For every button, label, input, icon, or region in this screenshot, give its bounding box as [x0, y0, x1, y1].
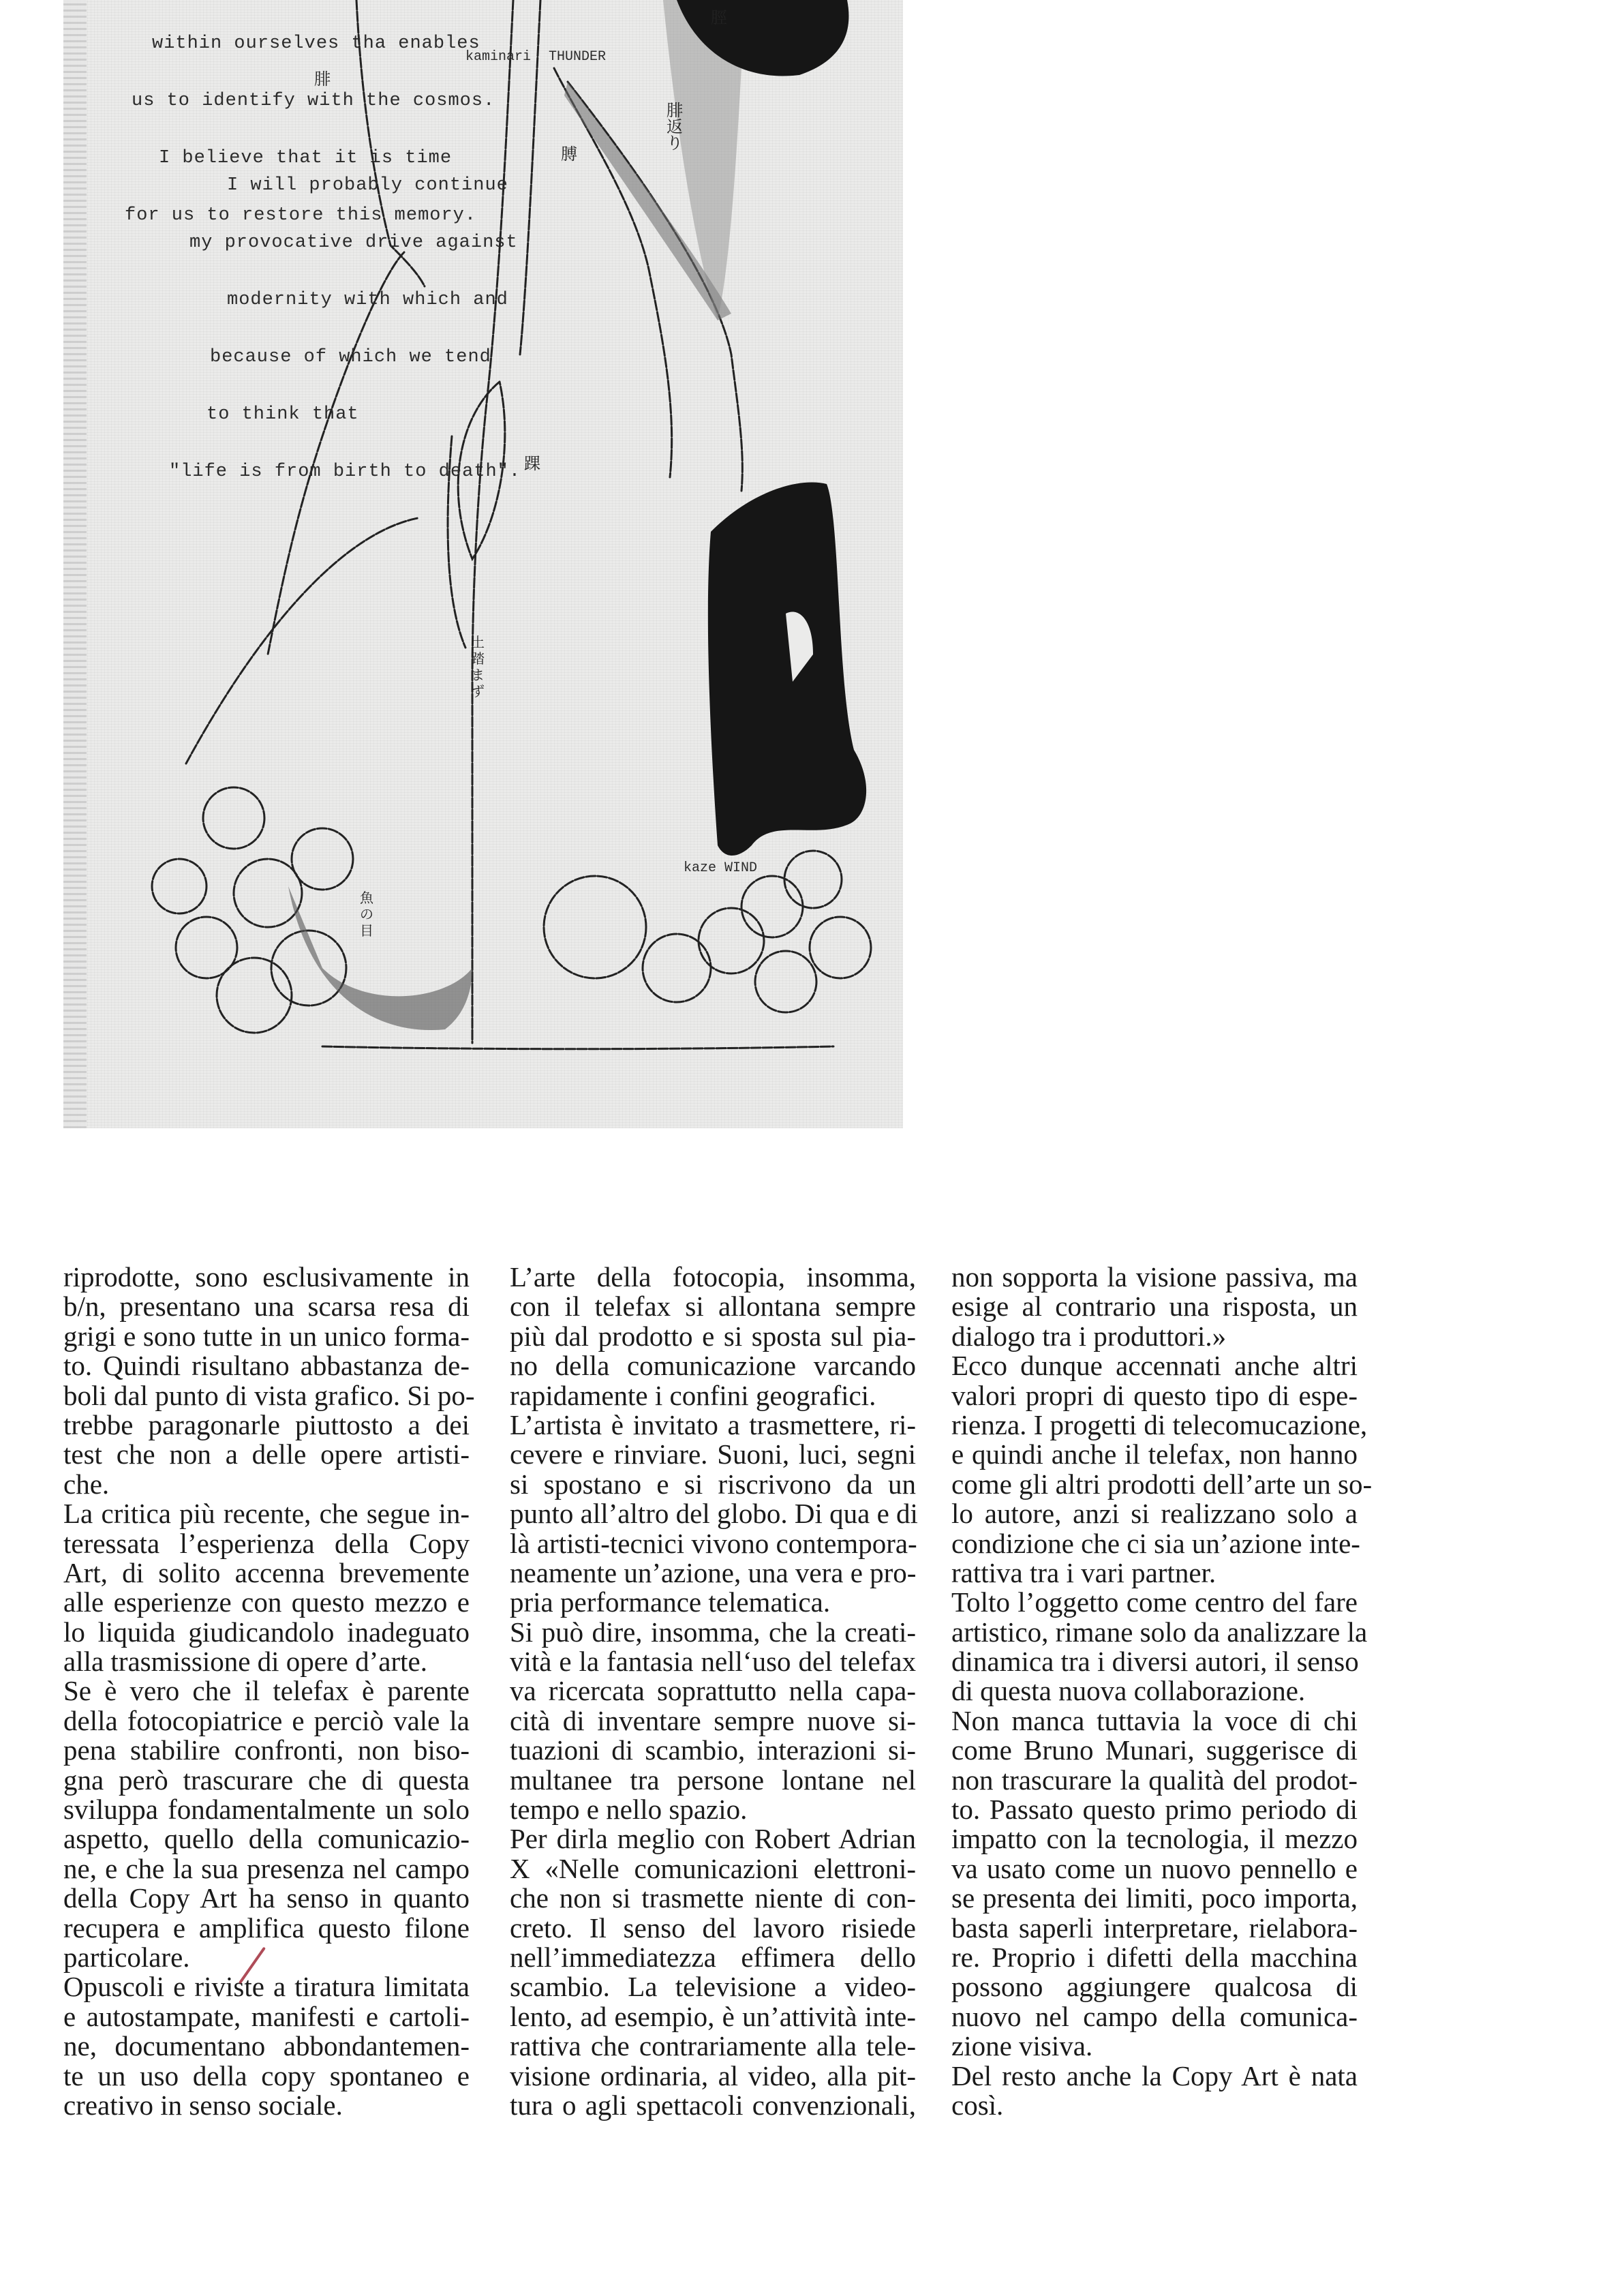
label-kaminari: kaminari: [465, 49, 532, 65]
text-line: X «Nelle comunicazioni elettroni-: [510, 1852, 916, 1884]
text-line: che non si trasmette niente di con-: [510, 1882, 916, 1914]
text-line: Per dirla meglio con Robert Adrian: [510, 1823, 916, 1855]
toe: [292, 828, 353, 890]
text-line: particolare.: [63, 1941, 190, 1973]
label-wind: kaze WIND: [684, 860, 758, 876]
text-line: condizione che ci sia un’azione inte-: [951, 1527, 1360, 1559]
toe: [741, 876, 803, 937]
text-line: se presenta dei limiti, poco importa,: [951, 1882, 1358, 1914]
text-line: L’artista è invitato a trasmettere, ri-: [510, 1408, 916, 1440]
toe: [755, 951, 816, 1012]
text-line: impatto con la tecnologia, il mezzo: [951, 1823, 1358, 1855]
toe: [217, 958, 292, 1033]
toe: [234, 859, 302, 927]
text-line: dinamica tra i diversi autori, il senso: [951, 1646, 1359, 1678]
text-line: punto all’altro del globo. Di qua e di: [510, 1498, 918, 1530]
text-line: nell’immediatezza effimera dello: [510, 1941, 916, 1973]
text-line: e autostampate, manifesti e cartoli-: [63, 2000, 470, 2032]
text-line: vità e la fantasia nell‘uso del telefax: [510, 1646, 916, 1678]
text-line: aspetto, quello della comunicazio-: [63, 1823, 470, 1855]
text-line: lento, ad esempio, è un’attività inte-: [510, 2000, 916, 2032]
typewritten-line: for us to restore this memory.: [125, 205, 477, 226]
text-line: ne, e che la sua presenza nel campo: [63, 1852, 470, 1884]
text-line: come Bruno Munari, suggerisce di: [951, 1734, 1358, 1766]
text-line: lo liquida giudicandolo inadeguato: [63, 1616, 470, 1648]
typewritten-line: us to identify with the cosmos.: [132, 91, 495, 111]
article-column-1: [63, 1261, 475, 2121]
text-line: si spostano e si riscrivono da un: [510, 1468, 916, 1500]
kanji-label-shin: 脛: [711, 8, 727, 27]
text-line: Ecco dunque accennati anche altri: [951, 1350, 1358, 1382]
wind-brush-character: [708, 483, 866, 856]
text-line: test che non a delle opere artisti-: [63, 1438, 470, 1470]
text-line: Non manca tuttavia la voce di chi: [951, 1704, 1358, 1736]
toe: [203, 787, 264, 849]
text-line: Del resto anche la Copy Art è nata: [951, 2059, 1358, 2091]
kanji-label-cramp: 腓返り: [667, 101, 683, 153]
text-line: come gli altri prodotti dell’arte un so-: [951, 1468, 1373, 1500]
typewritten-line: "life is from birth to death".: [169, 462, 521, 482]
text-line: così.: [951, 2089, 1004, 2121]
text-line: basta saperli interpretare, rielabora-: [951, 1912, 1358, 1944]
text-line: rattiva che contrariamente alla tele-: [510, 2030, 916, 2062]
text-line: boli dal punto di vista grafico. Si po-: [63, 1379, 475, 1411]
text-line: della fotocopiatrice e perciò vale la: [63, 1704, 470, 1736]
text-line: Art, di solito accenna brevemente: [63, 1556, 470, 1588]
text-line: sviluppa fondamentalmente un solo: [63, 1794, 470, 1826]
text-line: La critica più recente, che segue in-: [63, 1498, 470, 1530]
text-line: recupera e amplifica questo filone: [63, 1912, 470, 1944]
text-line: va usato come un nuovo pennello e: [951, 1852, 1358, 1884]
right-leg-outline: [554, 68, 672, 477]
typewritten-line: I will probably continue: [227, 175, 508, 196]
text-line: artistico, rimane solo da analizzare la: [951, 1616, 1368, 1648]
left-sole: [186, 518, 418, 764]
text-line: pria performance telematica.: [510, 1586, 831, 1618]
toe: [643, 934, 711, 1002]
toe: [544, 876, 646, 978]
toe: [699, 908, 764, 973]
text-line: b/n, presentano una scarsa resa di: [63, 1290, 470, 1323]
text-line: te un uso della copy spontaneo e: [63, 2059, 470, 2091]
text-line: to. Passato questo primo periodo di: [951, 1794, 1358, 1826]
toe: [152, 859, 206, 913]
typewritten-line: my provocative drive against: [189, 232, 518, 253]
label-thunder: THUNDER: [549, 49, 607, 65]
text-line: Se è vero che il telefax è parente: [63, 1675, 470, 1707]
text-line: più dal prodotto e si sposta sul pia-: [510, 1320, 916, 1352]
text-line: no della comunicazione varcando: [510, 1350, 916, 1382]
text-line: visione ordinaria, al video, alla pit-: [510, 2059, 916, 2091]
text-line: di questa nuova collaborazione.: [951, 1675, 1306, 1707]
article-column-3: [951, 1261, 1373, 2121]
text-line: là artisti-tecnici vivono contempora-: [510, 1527, 917, 1559]
typewritten-line: within ourselves tha enables: [152, 33, 480, 54]
text-line: multanee tra persone lontane nel: [510, 1764, 916, 1796]
typewritten-line: I believe that it is time: [159, 148, 453, 168]
toe: [784, 851, 842, 908]
text-line: gna però trascurare che di questa: [63, 1764, 470, 1796]
text-line: zione visiva.: [951, 2030, 1093, 2062]
text-line: tempo e nello spazio.: [510, 1794, 748, 1826]
kanji-label-corn: 魚の目: [360, 890, 373, 939]
text-line: tuazioni di scambio, interazioni si-: [510, 1734, 916, 1766]
text-line: trebbe paragonarle piuttosto a dei: [63, 1408, 470, 1440]
text-line: creto. Il senso del lavoro risiede: [510, 1912, 916, 1944]
text-line: alla trasmissione di opere d’arte.: [63, 1646, 427, 1678]
text-line: L’arte della fotocopia, insomma,: [510, 1261, 916, 1293]
photocopy-illustration: [63, 0, 903, 1128]
kanji-label-calf-left: 腓: [314, 70, 331, 89]
kanji-label-arch: 土踏まず: [471, 634, 485, 699]
text-line: dialogo tra i produttori.»: [951, 1320, 1227, 1352]
text-line: re. Proprio i difetti della macchina: [951, 1941, 1358, 1973]
text-line: della Copy Art ha senso in quanto: [63, 1882, 470, 1914]
text-line: to. Quindi risultano abbastanza de-: [63, 1350, 470, 1382]
typewritten-passage-bottom: [111, 138, 521, 519]
text-line: rattiva tra i vari partner.: [951, 1556, 1216, 1588]
typewritten-line: modernity with which and: [227, 290, 508, 310]
text-line: Si può dire, insomma, che la creati-: [510, 1616, 916, 1648]
typewritten-line: to think that: [206, 404, 359, 425]
text-line: esige al contrario una risposta, un: [951, 1290, 1358, 1323]
article-column-2: [510, 1263, 916, 2120]
text-line: alle esperienze con questo mezzo e: [63, 1586, 470, 1618]
text-line: pena stabilire confronti, non biso-: [63, 1734, 470, 1766]
text-line: cevere e rinviare. Suoni, luci, segni: [510, 1438, 916, 1470]
text-line: tura o agli spettacoli convenzionali,: [510, 2089, 916, 2121]
typewritten-line: because of which we tend: [210, 347, 491, 367]
text-line: non sopporta la visione passiva, ma: [951, 1261, 1358, 1293]
kanji-label-ankle: 踝: [524, 454, 540, 473]
text-line: nuovo nel campo della comunica-: [951, 2000, 1358, 2032]
text-line: rapidamente i confini geografici.: [510, 1379, 876, 1411]
text-line: cità di inventare sempre nuove si-: [510, 1704, 916, 1736]
floor-line: [322, 1046, 833, 1049]
text-line: Opuscoli e riviste a tiratura limitata: [63, 1971, 470, 2003]
text-line: Tolto l’oggetto come centro del fare: [951, 1586, 1358, 1618]
text-line: con il telefax si allontana sempre: [510, 1290, 916, 1323]
kanji-label-upper: 膊: [561, 145, 577, 164]
text-line: grigi e sono tutte in un unico forma-: [63, 1320, 470, 1352]
text-line: scambio. La televisione a video-: [510, 1971, 916, 2003]
text-line: lo autore, anzi si realizzano solo a: [951, 1498, 1358, 1530]
sole-shading: [288, 886, 472, 1030]
toe: [810, 917, 871, 978]
text-line: che.: [63, 1468, 110, 1500]
text-line: rienza. I progetti di telecomucazione,: [951, 1408, 1368, 1440]
text-line: non trascurare la qualità del prodot-: [951, 1764, 1358, 1796]
text-line: creativo in senso sociale.: [63, 2089, 343, 2121]
text-line: neamente un’azione, una vera e pro-: [510, 1556, 917, 1588]
text-line: ne, documentano abbondantemen-: [63, 2030, 470, 2062]
text-line: valori propri di questo tipo di espe-: [951, 1379, 1358, 1411]
text-line: teressata l’esperienza della Copy: [63, 1527, 470, 1559]
text-line: riprodotte, sono esclusivamente in: [63, 1261, 470, 1293]
text-line: e quindi anche il telefax, non hanno: [951, 1438, 1358, 1470]
text-line: va ricercata soprattutto nella capa-: [510, 1675, 916, 1707]
text-line: possono aggiungere qualcosa di: [951, 1971, 1358, 2003]
